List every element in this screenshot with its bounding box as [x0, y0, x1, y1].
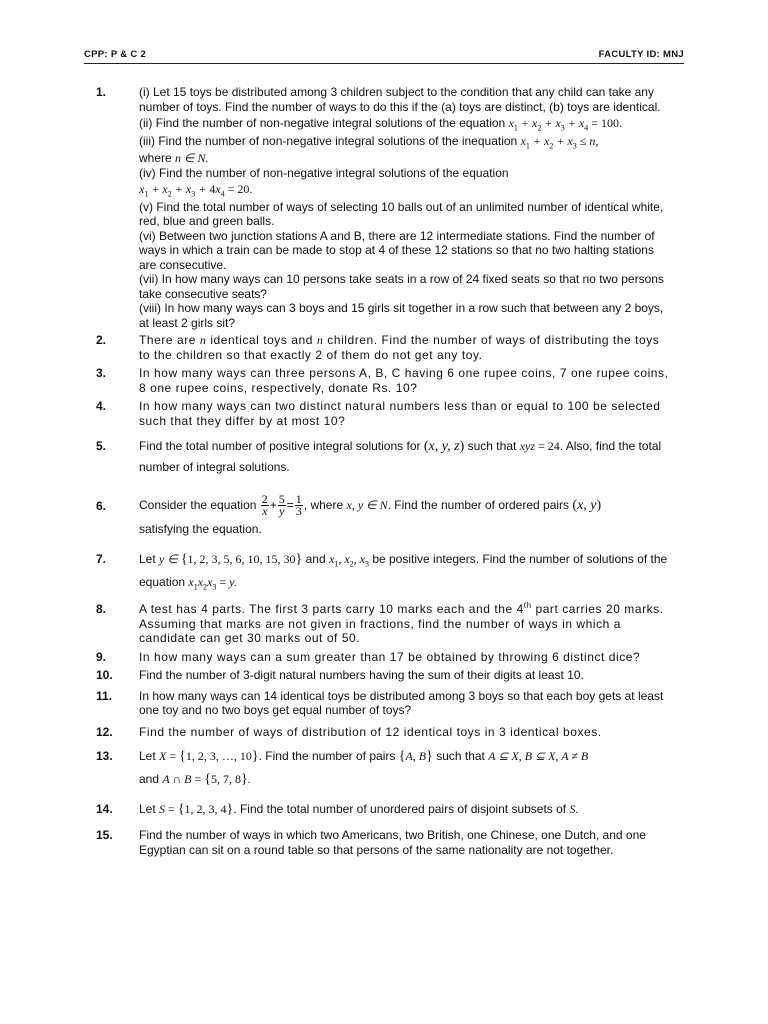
- fraction-2-over-x: $\frac{2}{x}$: [261, 492, 268, 519]
- q1-part-iv-equation: $x_1 + x_2 + x_3 + 4x_4 = 20$.: [139, 182, 253, 199]
- q1-part-vi: (vi) Between two junction stations A and B, there are 12 intermediate stations. Find the number of ways in which a train can be made to stop at 4 of these 12 stations so that no two halting stations are consecutive.: [139, 228, 655, 272]
- question-number: 3.: [96, 366, 107, 380]
- question-number: 12.: [96, 724, 113, 739]
- math-equation: $x_1 + x_2 + x_3 + x_4 = 100$.: [508, 116, 622, 133]
- question-13: 13. Let X = {1, 2, 3, …, 10}. Find the number of pairs {A, B} such that A ⊆ X, B ⊆ X, A ≠ B and A ∩ B = {5, 7, 8}.: [96, 745, 672, 791]
- q1-part-i: (i) Let 15 toys be distributed among 3 children subject to the condition that any child can take any number of toys. Find the number of ways to do this if the (a) toys are distinct, (b) toys are identical.: [139, 85, 661, 114]
- question-10: 10. Find the number of 3-digit natural numbers having the sum of their digits at least 10.: [96, 668, 584, 682]
- math-n-in-N: n ∈ N.: [175, 151, 209, 165]
- header-left: CPP: P & C 2: [84, 49, 147, 60]
- question-number: 2.: [96, 333, 107, 347]
- question-number: 7.: [96, 552, 107, 566]
- header-right: FACULTY ID: MNJ: [598, 49, 684, 60]
- question-number: 14.: [96, 802, 113, 816]
- question-9: 9. In how many ways can a sum greater than 17 be obtained by throwing 6 distinct dice?: [96, 649, 641, 664]
- question-number: 11.: [96, 688, 113, 703]
- question-1: [96, 85, 672, 330]
- question-number: 8.: [96, 602, 107, 616]
- header-rule: [84, 63, 684, 64]
- q1-part-iv: (iv) Find the number of non-negative integral solutions of the equation: [139, 165, 509, 180]
- question-number: 1.: [96, 85, 107, 99]
- q1-part-viii: (viii) In how many ways can 3 boys and 15 girls sit together in a row such that between any 2 boys, at least 2 girls sit?: [139, 301, 664, 330]
- fraction-1-over-3: $\frac{1}{3}$: [295, 492, 302, 519]
- q1-part-v: (v) Find the total number of ways of selecting 10 balls out of an unlimited number of identical white, red, blue and green balls.: [139, 199, 664, 228]
- question-14: 14. Let S = {1, 2, 3, 4}. Find the total number of unordered pairs of disjoint subsets of S.: [96, 799, 672, 820]
- question-7: 7. Let y ∈ {1, 2, 3, 5, 6, 10, 15, 30} and $x_1$, $x_2$, $x_3$ be positive integers. Find the number of solutions of the equation $x_1x_2x_3 = y$.: [96, 548, 672, 593]
- question-number: 9.: [96, 649, 107, 664]
- question-6: 6. Consider the equation $\frac{2}{x}$ + $\frac{5}{y}$ = $\frac{1}{3}$ , where x, y ∈ N. Find the number of ordered pairs (x, y) satisfying the equation.: [96, 488, 672, 540]
- question-12: 12. Find the number of ways of distribution of 12 identical toys in 3 identical boxes.: [96, 724, 602, 739]
- question-8: 8. A test has 4 parts. The first 3 parts carry 10 marks each and the 4th part carries 20 marks. Assuming that marks are not given in fractions, find the number of ways in which a candidate can get 30 marks out of 50.: [96, 601, 664, 645]
- question-number: 4.: [96, 399, 107, 413]
- question-11: 11. In how many ways can 14 identical toys be distributed among 3 boys so that each boy gets at least one toy and no two boys get equal number of toys?: [96, 688, 664, 717]
- question-number: 5.: [96, 439, 107, 453]
- question-number: 15.: [96, 828, 113, 842]
- question-15: 15. Find the number of ways in which two Americans, two British, one Chinese, one Dutch, and one Egyptian can sit on a round table so that persons of the same nationality are not together.: [96, 828, 646, 857]
- question-number: 13.: [96, 749, 113, 763]
- question-5: 5. Find the total number of positive integral solutions for (x, y, z) such that xyz = 24. Also, find the total number of integral solutions.: [96, 436, 672, 478]
- question-number: 10.: [96, 668, 113, 682]
- q1-part-vii: (vii) In how many ways can 10 persons take seats in a row of 24 fixed seats so that no two persons take consecutive seats?: [139, 272, 664, 301]
- question-4: 4. In how many ways can two distinct natural numbers less than or equal to 100 be selected such that they differ by at most 10?: [96, 399, 661, 428]
- q1-part-ii: (ii) Find the number of non-negative integral solutions of the equation $x_1 + x_2 + x_3 + x_4 = 100$.: [139, 116, 622, 133]
- question-number: 6.: [96, 499, 107, 513]
- question-2: 2. There are n identical toys and n children. Find the number of ways of distributing the toys to the children so that exactly 2 of them do not get any toy.: [96, 333, 660, 362]
- q1-part-iii: (iii) Find the number of non-negative integral solutions of the inequation $x_1 + x_2 + x_3 \le n$,: [139, 133, 599, 150]
- question-list: [96, 85, 672, 857]
- fraction-5-over-y: $\frac{5}{y}$: [278, 492, 285, 519]
- page-header: [84, 44, 684, 60]
- q1-part-iii-where: where n ∈ N.: [139, 151, 209, 165]
- question-3: 3. In how many ways can three persons A, B, C having 6 one rupee coins, 7 one rupee coins, 8 one rupee coins, respectively, donate Rs. 10?: [96, 366, 669, 395]
- math-inequation: $x_1 + x_2 + x_3 \le n$,: [520, 133, 599, 150]
